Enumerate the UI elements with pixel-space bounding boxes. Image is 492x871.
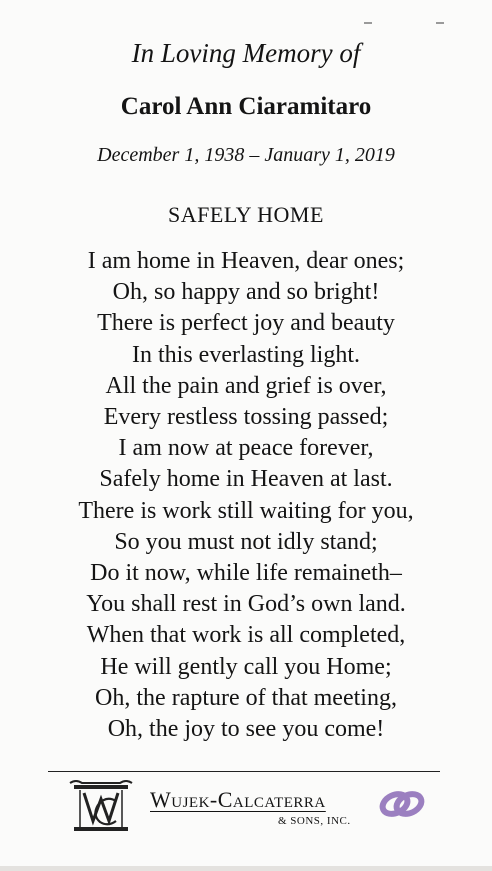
poem-body xyxy=(0,246,492,745)
poem-line: When that work is all completed, xyxy=(86,622,406,649)
poem-line: He will gently call you Home; xyxy=(100,653,392,680)
funeral-home-name: Wujek-Calcaterra xyxy=(150,787,326,812)
memorial-header: In Loving Memory of xyxy=(131,38,361,68)
poem-line: I am now at peace forever, xyxy=(118,435,374,462)
poem-line: In this everlasting light. xyxy=(132,341,360,368)
poem-line: Every restless tossing passed; xyxy=(103,404,389,431)
life-dates: December 1, 1938 – January 1, 2019 xyxy=(97,144,395,166)
interlocked-rings-icon xyxy=(378,785,426,823)
scan-speck xyxy=(364,22,372,24)
poem-line: I am home in Heaven, dear ones; xyxy=(87,248,405,274)
wc-monogram-column-icon xyxy=(66,777,136,837)
poem-line: Safely home in Heaven at last. xyxy=(99,466,393,493)
poem-line: So you must not idly stand; xyxy=(114,528,378,555)
poem-line: There is work still waiting for you, xyxy=(78,497,414,524)
poem-line: Oh, the joy to see you come! xyxy=(107,716,385,743)
poem-line: All the pain and grief is over, xyxy=(105,372,387,399)
poem-line: Oh, the rapture of that meeting, xyxy=(95,684,397,711)
footer-divider xyxy=(48,771,440,772)
funeral-home-suffix: & SONS, INC. xyxy=(278,815,351,827)
scan-edge xyxy=(0,866,492,871)
poem-line: Oh, so happy and so bright! xyxy=(112,279,380,306)
deceased-name: Carol Ann Ciaramitaro xyxy=(120,93,372,120)
scan-speck xyxy=(436,22,444,24)
poem-line: There is perfect joy and beauty xyxy=(97,310,395,337)
poem-title: SAFELY HOME xyxy=(168,202,324,227)
poem-line: Do it now, while life remaineth– xyxy=(90,560,402,587)
poem-line: You shall rest in God’s own land. xyxy=(86,591,406,618)
